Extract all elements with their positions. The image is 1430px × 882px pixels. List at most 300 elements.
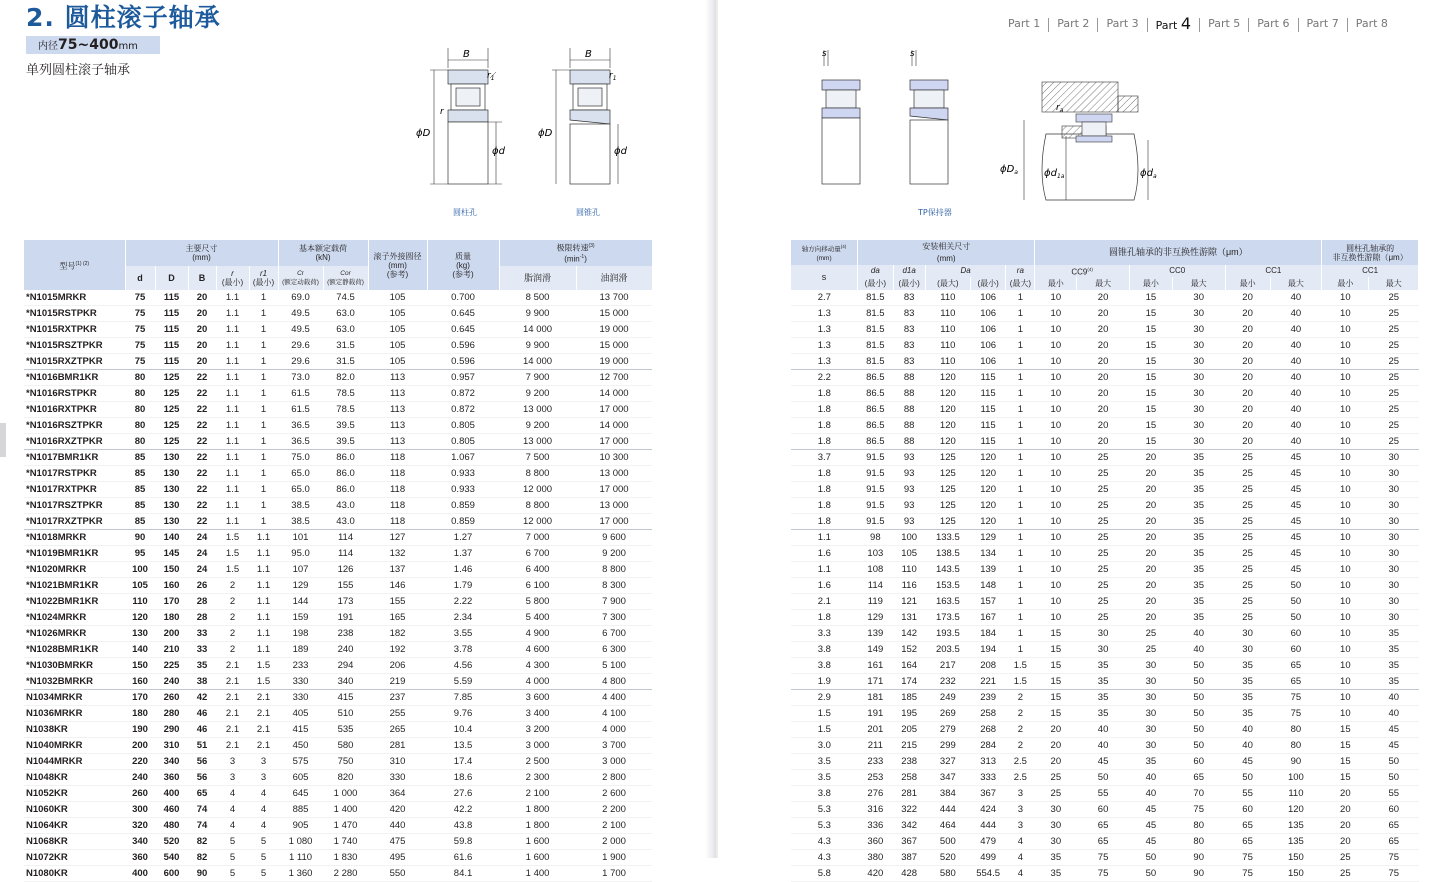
table-cell: 130: [155, 450, 188, 466]
table-cell: 35: [1225, 705, 1270, 721]
table-cell: 30: [1035, 817, 1077, 833]
table-row: [24, 802, 652, 818]
table-cell: 25: [1225, 545, 1270, 561]
table-cell: 40: [1270, 321, 1322, 337]
table-cell: 20: [1077, 433, 1130, 449]
table-row: [24, 690, 652, 706]
table-cell: 60: [1225, 801, 1270, 817]
table-cell: 145: [155, 546, 188, 562]
table-cell: 10: [1322, 625, 1369, 641]
table-cell: N1052KR: [24, 786, 125, 802]
figure-tp-cage: [806, 44, 976, 194]
table-cell: 46: [188, 722, 216, 738]
table-cell: 50: [1172, 721, 1225, 737]
table-cell: 149: [858, 641, 893, 657]
table-cell: 129: [858, 609, 893, 625]
part-link[interactable]: Part 3: [1097, 18, 1146, 32]
table-cell: *N1017BMR1KR: [24, 450, 125, 466]
table-cell: 90: [125, 530, 155, 546]
table-cell: 25: [1369, 417, 1419, 433]
table-cell: 13 000: [576, 498, 652, 514]
table-cell: 220: [125, 754, 155, 770]
table-cell: 313: [970, 753, 1005, 769]
table-cell: 1: [1006, 529, 1035, 545]
table-cell: *N1022BMR1KR: [24, 594, 125, 610]
table-cell: 105: [368, 322, 427, 338]
table-cell: 98: [858, 529, 893, 545]
table-cell: 88: [893, 369, 925, 385]
table-cell: 9 900: [499, 306, 576, 322]
table-row: [24, 578, 652, 594]
table-cell: 82.0: [323, 370, 368, 386]
table-cell: 120: [970, 481, 1005, 497]
table-cell: 30: [1172, 290, 1225, 306]
table-cell: 80: [125, 370, 155, 386]
table-cell: 33: [188, 626, 216, 642]
table-cell: 2 500: [499, 754, 576, 770]
table-cell: 174: [893, 673, 925, 689]
table-cell: 253: [858, 769, 893, 785]
table-cell: 1: [249, 450, 278, 466]
table-cell: *N1017RSZTPKR: [24, 498, 125, 514]
table-row: [791, 577, 1419, 593]
table-cell: 1.1: [216, 514, 249, 530]
table-cell: 387: [893, 849, 925, 865]
table-cell: 160: [155, 578, 188, 594]
table-cell: 106: [970, 321, 1005, 337]
table-cell: 120: [970, 449, 1005, 465]
table-row: [24, 738, 652, 754]
table-cell: 25: [1077, 449, 1130, 465]
table-cell: 86.0: [323, 466, 368, 482]
table-cell: 19 000: [576, 354, 652, 370]
table-cell: 15: [1129, 353, 1172, 369]
table-cell: 150: [155, 562, 188, 578]
table-cell: 45: [1270, 449, 1322, 465]
table-cell: 12 700: [576, 370, 652, 386]
table-cell: 140: [155, 530, 188, 546]
table-cell: 35: [1225, 657, 1270, 673]
table-cell: 45: [1129, 817, 1172, 833]
table-cell: 45: [1270, 513, 1322, 529]
table-cell: 2.7: [791, 290, 858, 306]
table-cell: 24: [188, 530, 216, 546]
part-link[interactable]: Part 2: [1048, 18, 1097, 32]
table-cell: 35: [1172, 577, 1225, 593]
table-cell: 25: [1077, 609, 1130, 625]
table-cell: 83: [893, 321, 925, 337]
table-cell: 26: [188, 578, 216, 594]
table-cell: 125: [155, 434, 188, 450]
table-cell: 150: [1270, 849, 1322, 865]
table-cell: 82: [188, 850, 216, 866]
part-link[interactable]: Part 1: [1008, 17, 1041, 30]
table-cell: 2.34: [427, 610, 499, 626]
table-cell: 5: [216, 866, 249, 882]
table-cell: 35: [1369, 625, 1419, 641]
table-cell: 90: [1270, 753, 1322, 769]
table-row: [24, 370, 652, 386]
table-cell: *N1016RXTPKR: [24, 402, 125, 418]
table-cell: 30: [1369, 545, 1419, 561]
col-model: 型号$^{(1) (2)}$: [24, 240, 125, 290]
table-cell: 144: [278, 594, 323, 610]
table-cell: 1.8: [791, 481, 858, 497]
table-cell: 5 100: [576, 658, 652, 674]
table-cell: 120: [925, 369, 970, 385]
table-cell: 4: [1006, 833, 1035, 849]
table-cell: 35: [1172, 481, 1225, 497]
table-cell: 86.0: [323, 482, 368, 498]
table-cell: 75: [1172, 801, 1225, 817]
table-cell: 127: [368, 530, 427, 546]
table-cell: 30: [1369, 449, 1419, 465]
table-cell: 78.5: [323, 386, 368, 402]
table-cell: 45: [1270, 497, 1322, 513]
table-cell: 310: [155, 738, 188, 754]
table-cell: 10: [1322, 609, 1369, 625]
table-cell: 17 000: [576, 402, 652, 418]
table-cell: 35: [1172, 529, 1225, 545]
table-row: [24, 306, 652, 322]
table-cell: 129: [278, 578, 323, 594]
left-spec-table: 型号$^{(1) (2)}$ 主要尺寸 (mm) 基本额定载荷 (kN) 滚子外接圆径 (mm) (参考) 质量 (kg) (参考) 极限转速$^{(3)}$ $(\min^{-1})$ d D B r (最小) r1 (最小) Cr (额定动载荷) Cor (额定静载荷) 脂润滑 油润滑 *N1015MRKR 75 115 20 1.1 1 69.0 74.5 105 0.700 8 500 13 700 *N1015RSTPKR 75 115 20 1.1 1 49.5 63.0 105 0.645 9 900 15 000 *N1015RXTPKR 75 115 20 1.1 1 49.5 63.0 105 0.645 14 000 19 000 *N1015RSZTPKR 75 115 20 1.1 1 29.6 31.5 105 0.596 9 900 15 000 *N1015RXZTPKR 75 115 20 1.1 1 29.6 31.5 105 0.596 14 000 19 000 *N1016BMR1KR 80 125 22 1.1 1 73.0 82.0 113 0.957 7 900 12 700 *N1016RSTPKR 80 125 22 1.1 1 61.5 78.5 113 0.872 9 200 14 000 *N1016RXTPKR 80 125 22 1.1 1 61.5 78.5 113 0.872 13 000 17 000 *N1016RSZTPKR 80 125 22 1.1 1 36.5 39.5 113 0.805 9 200 14 000 *N1016RXZTPKR 80 125 22 1.1 1 36.5 39.5 113 0.805 13 000 17 000 *N1017BMR1KR 85 130 22 1.1 1 75.0 86.0 118 1.067 7 500 10 300 *N1017RSTPKR 85 130 22 1.1 1 65.0 86.0 118 0.933 8 800 13 000 *N1017RXTPKR 85 130 22 1.1 1 65.0 86.0 118 0.933 12 000 17 000 *N1017RSZTPKR 85 130 22 1.1 1 38.5 43.0 118 0.859 8 800 13 000 *N1017RXZTPKR 85 130 22 1.1 1 38.5 43.0 118 0.859 12 000 17 000 *N1018MRKR 90 140 24 1.5 1.1 101 114 127 1.27 7 000 9 600 *N1019BMR1KR 95 145 24 1.5 1.1 95.0 114 132 1.37 6 700 9 200 *N1020MRKR 100 150 24 1.5 1.1 107 126 137 1.46 6 400 8 800 *N1021BMR1KR 105 160 26 2 1.1 129 155 146 1.79 6 100 8 300 *N1022BMR1KR 110 170 28 2 1.1 144 173 155 2.22 5 800 7 900 *N1024MRKR 120 180 28 2 1.1 159 191 165 2.34 5 400 7 300 *N1026MRKR 130 200 33 2 1.1 198 238 182 3.55 4 900 6 700 *N1028BMR1KR 140 210 33 2 1.1 189 240 192 3.78 4 600 6 300 *N1030BMRKR 150 225 35 2.1 1.5 233 294 206 4.56 4 300 5 100 *N1032BMRKR 160 240 38 2.1 1.5 330 340 219 5.59 4 000 4 800 N1034MRKR 170 260 42 2.1 2.1 330 415 237 7.85 3 600 4 400 N1036MRKR 180 280 46 2.1 2.1 405 510 255 9.76 3 400 4 100 N1038KR 190 290 46 2.1 2.1 415 535 265 10.4 3 200 4 000 N1040MRKR 200 310 51 2.1 2.1 450 580 281 13.5 3 000 3 700 N1044MRKR 220 340 56 3 3 575 750 310 17.4 2 500 3 000 N1048KR 240 360 56 3 3 605 820 330 18.6 2 300 2 800 N1052KR 260 400 65 4 4 645 1 000 364 27.6 2 100 2 600 N1060KR 300 460 74 4 4 885 1 400 420 42.2 1 800 2 200 N1064KR 320 480 74 4 4 905 1 470 440 43.8 1 800 2 100 N1068KR 340 520 82 5 5 1 080 1 740 475 59.8 1 600 2 000 N1072KR 360 540 82 5 5 1 110 1 830 495 61.6 1 600 1 900 N1080KR 400 600 90 5 5 1 360 2 280 550 84.1 1 400 1 700: [24, 240, 653, 882]
table-cell: *N1026MRKR: [24, 626, 125, 642]
table-cell: 84.1: [427, 866, 499, 882]
table-cell: *N1015RSTPKR: [24, 306, 125, 322]
table-cell: 125: [155, 386, 188, 402]
table-cell: N1072KR: [24, 850, 125, 866]
table-cell: 17.4: [427, 754, 499, 770]
table-cell: 1.1: [216, 290, 249, 306]
table-cell: 2: [1006, 737, 1035, 753]
table-row: [24, 594, 652, 610]
table-cell: 10: [1035, 609, 1077, 625]
svg-text:ϕd: ϕd: [492, 146, 505, 157]
table-cell: 17 000: [576, 482, 652, 498]
table-cell: 1.8: [791, 417, 858, 433]
table-row: [24, 290, 652, 306]
table-cell: 0.933: [427, 466, 499, 482]
part-link-current[interactable]: Part 4: [1147, 18, 1199, 32]
table-cell: 238: [893, 753, 925, 769]
table-cell: 25: [1129, 641, 1172, 657]
table-cell: 9 200: [576, 546, 652, 562]
table-cell: 10: [1035, 337, 1077, 353]
table-cell: 20: [1322, 801, 1369, 817]
table-cell: 194: [970, 641, 1005, 657]
table-cell: 106: [970, 337, 1005, 353]
table-cell: 1.1: [216, 322, 249, 338]
table-cell: 3.55: [427, 626, 499, 642]
table-cell: 232: [925, 673, 970, 689]
table-cell: 1: [1006, 305, 1035, 321]
table-cell: 40: [1369, 705, 1419, 721]
table-cell: 520: [155, 834, 188, 850]
table-cell: 110: [125, 594, 155, 610]
table-cell: 2: [216, 642, 249, 658]
table-cell: 1: [1006, 481, 1035, 497]
table-cell: 163.5: [925, 593, 970, 609]
table-cell: 0.957: [427, 370, 499, 386]
table-cell: 85: [125, 450, 155, 466]
table-cell: 93: [893, 449, 925, 465]
table-cell: 25: [1077, 561, 1130, 577]
table-cell: 13 000: [576, 466, 652, 482]
table-cell: 281: [368, 738, 427, 754]
table-cell: 258: [970, 705, 1005, 721]
table-cell: 1.8: [791, 401, 858, 417]
table-cell: 86.5: [858, 417, 893, 433]
table-cell: 20: [1077, 321, 1130, 337]
table-cell: 2.1: [216, 690, 249, 706]
table-cell: 36.5: [278, 434, 323, 450]
table-row: [24, 610, 652, 626]
table-cell: *N1030BMRKR: [24, 658, 125, 674]
table-cell: 2.1: [216, 738, 249, 754]
table-row: [24, 530, 652, 546]
svg-text:B: B: [585, 49, 592, 60]
table-cell: 45: [1270, 561, 1322, 577]
table-row: [791, 561, 1419, 577]
table-cell: 0.872: [427, 386, 499, 402]
table-cell: 30: [1369, 513, 1419, 529]
table-cell: 120: [970, 465, 1005, 481]
table-cell: 12 000: [499, 482, 576, 498]
table-cell: 80: [1270, 737, 1322, 753]
page-heading: 2. 圆柱滚子轴承: [26, 3, 221, 32]
table-cell: 333: [970, 769, 1005, 785]
table-cell: 535: [323, 722, 368, 738]
table-cell: 13.5: [427, 738, 499, 754]
col-cyl-clearance: 圆柱孔轴承的 非互换性游隙（μm）: [1322, 240, 1419, 265]
table-cell: 14 000: [576, 418, 652, 434]
table-cell: 40: [1270, 305, 1322, 321]
table-cell: 129: [970, 529, 1005, 545]
part-link[interactable]: Part 7: [1298, 18, 1347, 32]
table-cell: 310: [368, 754, 427, 770]
table-cell: 40: [1270, 433, 1322, 449]
table-cell: 1.6: [791, 577, 858, 593]
table-cell: 126: [323, 562, 368, 578]
table-cell: 1: [1006, 321, 1035, 337]
table-cell: 110: [1270, 785, 1322, 801]
table-cell: 10: [1322, 593, 1369, 609]
table-cell: 138.5: [925, 545, 970, 561]
table-cell: 3.7: [791, 449, 858, 465]
table-cell: 4: [216, 818, 249, 834]
table-cell: 4: [249, 786, 278, 802]
table-cell: 215: [893, 737, 925, 753]
table-cell: 25: [1129, 625, 1172, 641]
table-cell: 13 000: [499, 434, 576, 450]
table-cell: 25: [1225, 577, 1270, 593]
table-cell: 105: [125, 578, 155, 594]
table-cell: 4.56: [427, 658, 499, 674]
table-cell: 10: [1322, 305, 1369, 321]
table-cell: 6 300: [576, 642, 652, 658]
table-cell: 135: [1270, 817, 1322, 833]
table-cell: 30: [1369, 465, 1419, 481]
table-cell: 42.2: [427, 802, 499, 818]
table-cell: 201: [858, 721, 893, 737]
table-cell: 22: [188, 402, 216, 418]
table-cell: 120: [125, 610, 155, 626]
table-cell: 645: [278, 786, 323, 802]
table-cell: 93: [893, 465, 925, 481]
table-cell: 20: [1077, 290, 1130, 306]
table-cell: 110: [893, 561, 925, 577]
table-cell: 0.933: [427, 482, 499, 498]
part-link[interactable]: Part 6: [1248, 18, 1297, 32]
caption-cylindrical-bore: 圆柱孔: [453, 208, 477, 217]
table-cell: 20: [1129, 593, 1172, 609]
table-cell: 78.5: [323, 402, 368, 418]
table-cell: N1036MRKR: [24, 706, 125, 722]
table-cell: 36.5: [278, 418, 323, 434]
table-cell: 5: [249, 834, 278, 850]
table-cell: 20: [1129, 497, 1172, 513]
table-cell: 464: [925, 817, 970, 833]
table-cell: 2.9: [791, 689, 858, 705]
table-cell: 10: [1322, 321, 1369, 337]
table-cell: 2.1: [216, 674, 249, 690]
table-cell: 20: [1129, 465, 1172, 481]
table-cell: 120: [1270, 801, 1322, 817]
table-cell: N1064KR: [24, 818, 125, 834]
table-cell: N1068KR: [24, 834, 125, 850]
table-row: [791, 705, 1419, 721]
table-cell: 10: [1035, 561, 1077, 577]
table-cell: 35: [1077, 673, 1130, 689]
table-cell: 105: [368, 354, 427, 370]
table-cell: 73.0: [278, 370, 323, 386]
table-cell: 7.85: [427, 690, 499, 706]
table-cell: 7 500: [499, 450, 576, 466]
table-row: [24, 434, 652, 450]
table-cell: *N1016BMR1KR: [24, 370, 125, 386]
table-cell: 118: [368, 514, 427, 530]
table-cell: 10: [1322, 513, 1369, 529]
table-cell: 35: [1369, 673, 1419, 689]
table-row: [24, 818, 652, 834]
table-row: [24, 658, 652, 674]
table-cell: 237: [368, 690, 427, 706]
table-cell: *N1021BMR1KR: [24, 578, 125, 594]
table-cell: 1.1: [216, 306, 249, 322]
table-cell: 249: [925, 689, 970, 705]
table-row: [24, 834, 652, 850]
table-cell: 93: [893, 513, 925, 529]
table-cell: 8 300: [576, 578, 652, 594]
table-row: [24, 770, 652, 786]
table-cell: 20: [1077, 417, 1130, 433]
table-cell: 405: [278, 706, 323, 722]
table-cell: 3.78: [427, 642, 499, 658]
table-cell: 495: [368, 850, 427, 866]
table-cell: 91.5: [858, 481, 893, 497]
table-cell: *N1016RSTPKR: [24, 386, 125, 402]
table-row: [24, 674, 652, 690]
table-cell: 91.5: [858, 449, 893, 465]
part-navigation[interactable]: [1008, 14, 1396, 33]
table-cell: 20: [1129, 449, 1172, 465]
table-cell: 35: [1225, 689, 1270, 705]
table-cell: 10: [1322, 657, 1369, 673]
table-cell: 10: [1035, 529, 1077, 545]
table-cell: 39.5: [323, 418, 368, 434]
table-cell: 120: [970, 513, 1005, 529]
table-row: [24, 546, 652, 562]
table-cell: 6 100: [499, 578, 576, 594]
table-cell: 1.27: [427, 530, 499, 546]
table-cell: 20: [1129, 545, 1172, 561]
table-cell: 14 000: [499, 322, 576, 338]
table-cell: 40: [1077, 721, 1130, 737]
table-cell: 83: [893, 337, 925, 353]
part-link[interactable]: Part 8: [1347, 18, 1396, 32]
table-row: [791, 353, 1419, 369]
table-cell: 340: [155, 754, 188, 770]
table-cell: 29.6: [278, 338, 323, 354]
table-cell: 268: [970, 721, 1005, 737]
table-cell: 74: [188, 818, 216, 834]
table-cell: 1.1: [216, 482, 249, 498]
table-cell: 45: [1369, 737, 1419, 753]
table-cell: 0.872: [427, 402, 499, 418]
table-cell: 233: [858, 753, 893, 769]
table-cell: 65: [1077, 833, 1130, 849]
table-cell: 281: [893, 785, 925, 801]
table-cell: 35: [1172, 513, 1225, 529]
table-cell: 2: [216, 594, 249, 610]
table-cell: 60: [1270, 625, 1322, 641]
table-cell: 1: [1006, 385, 1035, 401]
table-cell: 120: [925, 401, 970, 417]
table-cell: 4: [1006, 865, 1035, 881]
table-cell: 45: [1270, 481, 1322, 497]
table-cell: 113: [368, 434, 427, 450]
table-cell: 107: [278, 562, 323, 578]
table-cell: 91.5: [858, 513, 893, 529]
table-cell: 28: [188, 594, 216, 610]
table-cell: 65: [188, 786, 216, 802]
table-cell: 85: [125, 466, 155, 482]
table-cell: *N1015RSZTPKR: [24, 338, 125, 354]
table-cell: 200: [125, 738, 155, 754]
table-cell: 20: [1225, 353, 1270, 369]
svg-text:ϕD: ϕD: [416, 128, 431, 139]
table-cell: 146: [368, 578, 427, 594]
table-cell: 91.5: [858, 497, 893, 513]
table-cell: 35: [1172, 609, 1225, 625]
table-cell: 10: [1035, 417, 1077, 433]
table-cell: 347: [925, 769, 970, 785]
table-cell: 30: [1369, 577, 1419, 593]
table-cell: 6 400: [499, 562, 576, 578]
table-cell: 25: [1369, 433, 1419, 449]
table-cell: 115: [970, 369, 1005, 385]
part-link[interactable]: Part 5: [1199, 18, 1248, 32]
table-cell: 20: [1035, 721, 1077, 737]
table-cell: 198: [278, 626, 323, 642]
table-row: [24, 482, 652, 498]
table-cell: 1.1: [791, 561, 858, 577]
table-cell: 750: [323, 754, 368, 770]
table-cell: 75: [1369, 865, 1419, 881]
table-cell: 20: [1129, 561, 1172, 577]
table-cell: 290: [155, 722, 188, 738]
